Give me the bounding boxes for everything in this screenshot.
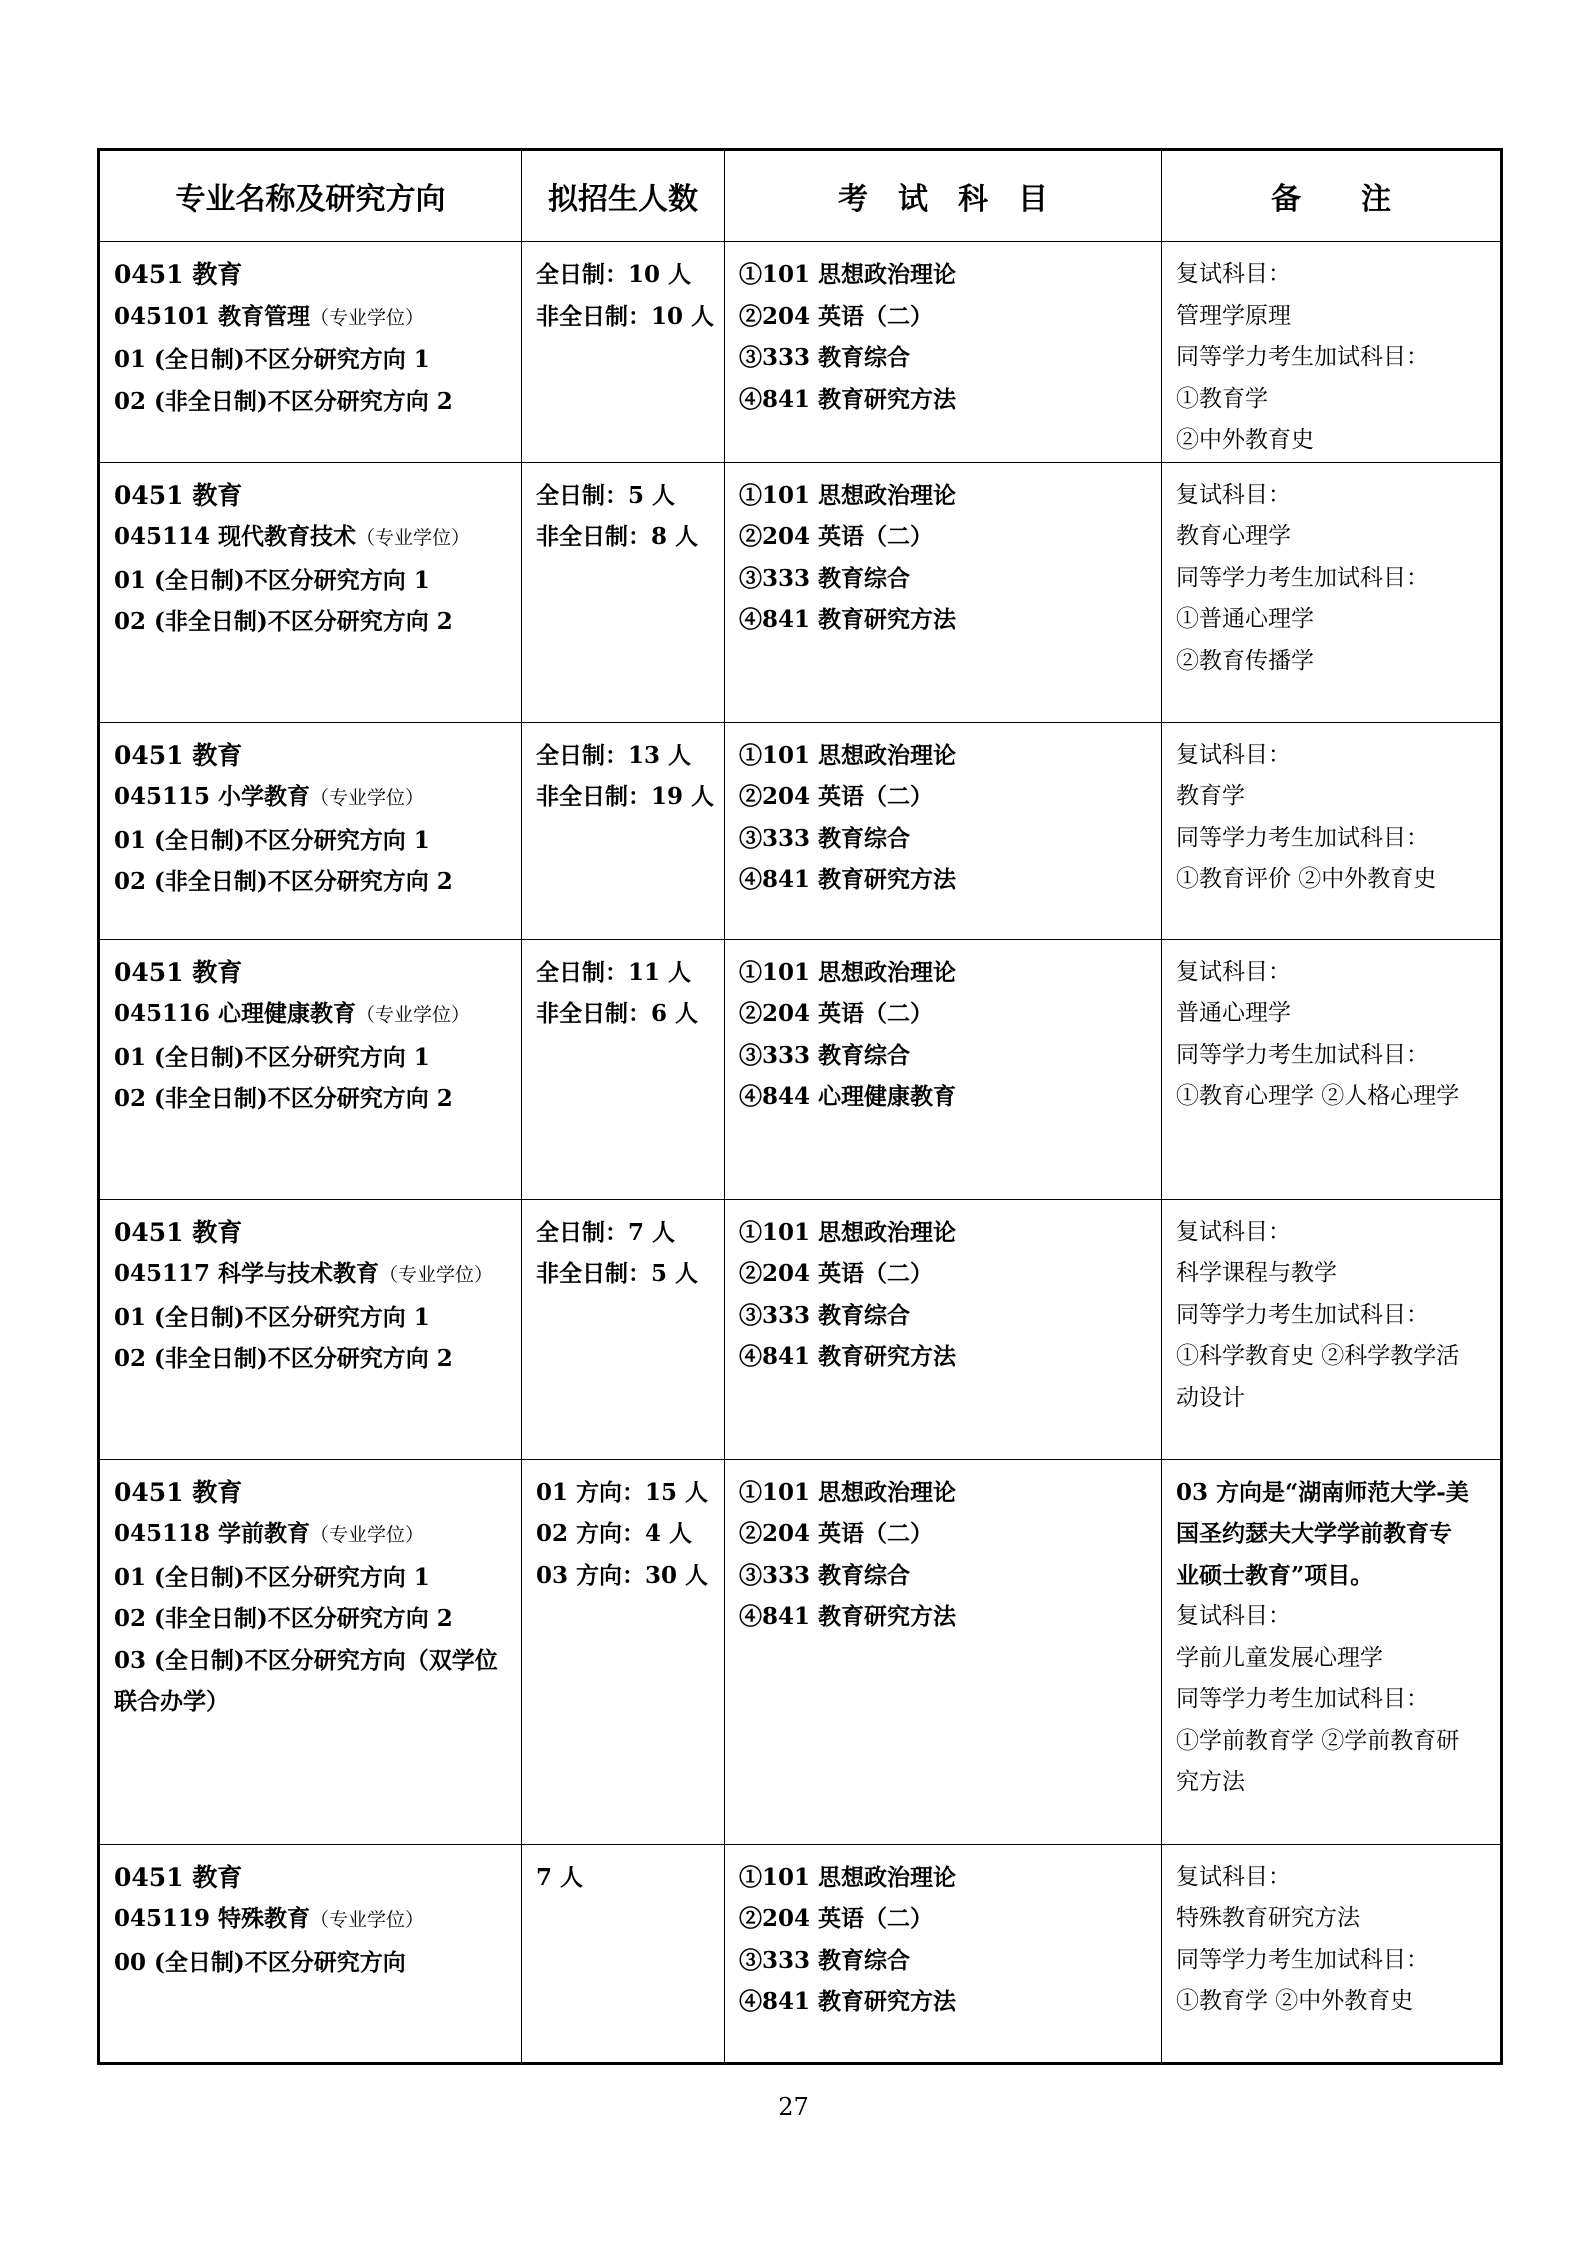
- note-line: 学前儿童发展心理学: [1176, 1644, 1383, 1671]
- quota-line: 7 人: [536, 1863, 584, 1891]
- exam-subject: ②204 英语（二）: [739, 302, 934, 330]
- research-direction: 02 (非全日制)不区分研究方向 2: [114, 387, 453, 415]
- major-code-line: [114, 516, 507, 560]
- exam-subject: ①101 思想政治理论: [739, 958, 957, 986]
- notes-cell: [1162, 939, 1502, 1199]
- major-code: 045114 现代教育技术: [114, 523, 357, 550]
- research-direction: 02 (非全日制)不区分研究方向 2: [114, 868, 453, 895]
- note-line: 教育学: [1176, 783, 1245, 809]
- exam-subject: ④841 教育研究方法: [739, 1603, 957, 1630]
- major-cell: [99, 1199, 522, 1459]
- notes-cell: [1162, 242, 1502, 463]
- major-code-line: [114, 1253, 507, 1297]
- exam-cell: [725, 1459, 1162, 1844]
- note-line: 同等学力考生加试科目：: [1176, 344, 1429, 370]
- major-title: 0451 教育: [114, 480, 243, 510]
- quota-cell: [522, 242, 725, 463]
- exam-subject: ③333 教育综合: [739, 1041, 911, 1069]
- exam-subject: ②204 英语（二）: [739, 1000, 934, 1027]
- exam-subject: ①101 思想政治理论: [739, 481, 957, 509]
- exam-subject: ③333 教育综合: [739, 1301, 911, 1329]
- notes-cell: [1162, 1199, 1502, 1459]
- quota-line: 非全日制：8 人: [536, 523, 699, 550]
- note-line: 科学课程与教学: [1176, 1260, 1337, 1286]
- quota-line: 非全日制：10 人: [536, 302, 715, 330]
- major-code: 045117 科学与技术教育: [114, 1260, 380, 1287]
- notes-cell: [1162, 462, 1502, 722]
- exam-subject: ①101 思想政治理论: [739, 1863, 957, 1891]
- note-line: 同等学力考生加试科目：: [1176, 1041, 1429, 1068]
- note-line: ①教育心理学 ②人格心理学: [1176, 1083, 1460, 1109]
- major-code: 045118 学前教育: [114, 1520, 311, 1547]
- research-direction: 02 (非全日制)不区分研究方向 2: [114, 1085, 453, 1112]
- major-cell: [99, 462, 522, 722]
- note-line: 同等学力考生加试科目：: [1176, 1946, 1429, 1973]
- enrollment-table: [97, 148, 1503, 2065]
- exam-subject: ①101 思想政治理论: [739, 261, 957, 288]
- quota-cell: [522, 722, 725, 939]
- major-title: 0451 教育: [114, 740, 243, 770]
- note-line: 同等学力考生加试科目：: [1176, 564, 1429, 591]
- program-note: 国圣约瑟夫大学学前教育专: [1176, 1520, 1452, 1547]
- exam-cell: [725, 1844, 1162, 2063]
- note-line: 普通心理学: [1176, 1000, 1291, 1026]
- quota-line: 非全日制：6 人: [536, 1000, 699, 1027]
- header-notes: 备 注: [1162, 150, 1502, 242]
- exam-subject: ②204 英语（二）: [739, 1260, 934, 1287]
- major-code: 045101 教育管理: [114, 302, 311, 330]
- major-title: 0451 教育: [114, 1477, 243, 1507]
- note-line: 复试科目：: [1176, 1603, 1291, 1629]
- quota-line: 全日制：7 人: [536, 1218, 676, 1246]
- table-body: [99, 242, 1502, 2064]
- major-code-line: [114, 1513, 507, 1557]
- degree-type: （专业学位）: [310, 1909, 425, 1931]
- quota-line: 全日制：13 人: [536, 741, 692, 769]
- major-title: 0451 教育: [114, 957, 243, 987]
- exam-subject: ④841 教育研究方法: [739, 1988, 957, 2015]
- research-direction: 01 (全日制)不区分研究方向 1: [114, 566, 430, 594]
- major-code: 045115 小学教育: [114, 783, 311, 810]
- exam-subject: ②204 英语（二）: [739, 1905, 934, 1932]
- research-direction: 03 (全日制)不区分研究方向（双学位: [114, 1646, 498, 1674]
- exam-subject: ②204 英语（二）: [739, 783, 934, 810]
- major-code: 045119 特殊教育: [114, 1905, 311, 1932]
- quota-cell: [522, 462, 725, 722]
- table-header-row: [99, 150, 1502, 242]
- note-line: 复试科目：: [1176, 1218, 1291, 1245]
- exam-subject: ③333 教育综合: [739, 344, 911, 371]
- note-line: 管理学原理: [1176, 302, 1291, 329]
- note-line: 同等学力考生加试科目：: [1176, 824, 1429, 851]
- note-line: 同等学力考生加试科目：: [1176, 1686, 1429, 1712]
- major-code-line: [114, 993, 507, 1037]
- major-cell: [99, 1844, 522, 2063]
- research-direction: 02 (非全日制)不区分研究方向 2: [114, 608, 453, 635]
- program-note: 03 方向是“湖南师范大学-美: [1176, 1478, 1469, 1506]
- exam-subject: ②204 英语（二）: [739, 1520, 934, 1547]
- exam-subject: ③333 教育综合: [739, 1946, 911, 1974]
- major-cell: [99, 722, 522, 939]
- quota-line: 03 方向：30 人: [536, 1561, 709, 1589]
- exam-cell: [725, 242, 1162, 463]
- table-row: [99, 939, 1502, 1199]
- note-line: ①学前教育学 ②学前教育研: [1176, 1727, 1460, 1754]
- exam-subject: ①101 思想政治理论: [739, 1478, 957, 1506]
- note-line: ①教育评价 ②中外教育史: [1176, 866, 1437, 892]
- research-direction: 01 (全日制)不区分研究方向 1: [114, 826, 430, 854]
- exam-cell: [725, 722, 1162, 939]
- major-code-line: [114, 1898, 507, 1942]
- quota-line: 非全日制：19 人: [536, 783, 715, 810]
- program-note: 业硕士教育”项目。: [1176, 1561, 1374, 1589]
- research-direction: 01 (全日制)不区分研究方向 1: [114, 1563, 430, 1591]
- notes-cell: [1162, 1459, 1502, 1844]
- exam-cell: [725, 939, 1162, 1199]
- exam-subject: ④841 教育研究方法: [739, 606, 957, 633]
- note-line: 复试科目：: [1176, 481, 1291, 508]
- degree-type: （专业学位）: [356, 1004, 471, 1026]
- major-cell: [99, 242, 522, 463]
- table-row: [99, 722, 1502, 939]
- degree-type: （专业学位）: [356, 527, 471, 549]
- degree-type: （专业学位）: [379, 1264, 494, 1286]
- major-code: 045116 心理健康教育: [114, 1000, 357, 1027]
- note-line: 教育心理学: [1176, 523, 1291, 549]
- research-direction: 02 (非全日制)不区分研究方向 2: [114, 1605, 453, 1632]
- exam-cell: [725, 462, 1162, 722]
- note-line: ②教育传播学: [1176, 647, 1314, 674]
- degree-type: （专业学位）: [310, 306, 425, 329]
- degree-type: （专业学位）: [310, 1524, 425, 1546]
- quota-line: 非全日制：5 人: [536, 1260, 699, 1287]
- major-cell: [99, 1459, 522, 1844]
- note-line: ②中外教育史: [1176, 427, 1314, 453]
- quota-cell: [522, 939, 725, 1199]
- header-quota: 拟招生人数: [522, 150, 725, 242]
- exam-subject: ④844 心理健康教育: [739, 1083, 957, 1110]
- exam-subject: ③333 教育综合: [739, 1561, 911, 1589]
- research-direction: 联合办学）: [114, 1688, 229, 1715]
- note-line: 复试科目：: [1176, 1863, 1291, 1890]
- degree-type: （专业学位）: [310, 787, 425, 809]
- note-line: ①普通心理学: [1176, 606, 1314, 632]
- major-title: 0451 教育: [114, 1217, 243, 1247]
- note-line: 同等学力考生加试科目：: [1176, 1301, 1429, 1328]
- exam-subject: ④841 教育研究方法: [739, 1343, 957, 1370]
- note-line: 复试科目：: [1176, 261, 1291, 287]
- research-direction: 00 (全日制)不区分研究方向: [114, 1948, 406, 1976]
- note-line: 究方法: [1176, 1769, 1245, 1795]
- table-row: [99, 462, 1502, 722]
- exam-subject: ②204 英语（二）: [739, 523, 934, 550]
- note-line: 特殊教育研究方法: [1176, 1905, 1360, 1931]
- quota-cell: [522, 1459, 725, 1844]
- table-row: [99, 1844, 1502, 2063]
- quota-cell: [522, 1844, 725, 2063]
- notes-cell: [1162, 1844, 1502, 2063]
- major-cell: [99, 939, 522, 1199]
- major-title: 0451 教育: [114, 260, 243, 289]
- exam-subject: ①101 思想政治理论: [739, 1218, 957, 1246]
- exam-subject: ①101 思想政治理论: [739, 741, 957, 769]
- note-line: 动设计: [1176, 1384, 1245, 1411]
- exam-cell: [725, 1199, 1162, 1459]
- table-row: [99, 1459, 1502, 1844]
- notes-cell: [1162, 722, 1502, 939]
- note-line: ①教育学 ②中外教育史: [1176, 1988, 1414, 2014]
- major-title: 0451 教育: [114, 1862, 243, 1892]
- research-direction: 01 (全日制)不区分研究方向 1: [114, 1303, 430, 1331]
- quota-line: 全日制：5 人: [536, 481, 676, 509]
- exam-subject: ③333 教育综合: [739, 564, 911, 592]
- quota-line: 全日制：10 人: [536, 261, 692, 288]
- exam-subject: ④841 教育研究方法: [739, 385, 957, 413]
- quota-line: 全日制：11 人: [536, 958, 692, 986]
- major-code-line: [114, 776, 507, 820]
- exam-subject: ④841 教育研究方法: [739, 866, 957, 893]
- table-row: [99, 1199, 1502, 1459]
- quota-cell: [522, 1199, 725, 1459]
- page-number: 27: [778, 2093, 809, 2121]
- major-code-line: [114, 296, 507, 340]
- note-line: ①科学教育史 ②科学教学活: [1176, 1343, 1460, 1369]
- header-major: 专业名称及研究方向: [99, 150, 522, 242]
- quota-line: 02 方向：4 人: [536, 1520, 693, 1547]
- quota-line: 01 方向：15 人: [536, 1478, 709, 1506]
- note-line: ①教育学: [1176, 385, 1268, 412]
- research-direction: 01 (全日制)不区分研究方向 1: [114, 346, 430, 373]
- exam-subject: ③333 教育综合: [739, 824, 911, 852]
- header-exams: 考 试 科 目: [725, 150, 1162, 242]
- research-direction: 01 (全日制)不区分研究方向 1: [114, 1043, 430, 1071]
- research-direction: 02 (非全日制)不区分研究方向 2: [114, 1345, 453, 1372]
- note-line: 复试科目：: [1176, 958, 1291, 985]
- note-line: 复试科目：: [1176, 741, 1291, 768]
- table-row: [99, 242, 1502, 463]
